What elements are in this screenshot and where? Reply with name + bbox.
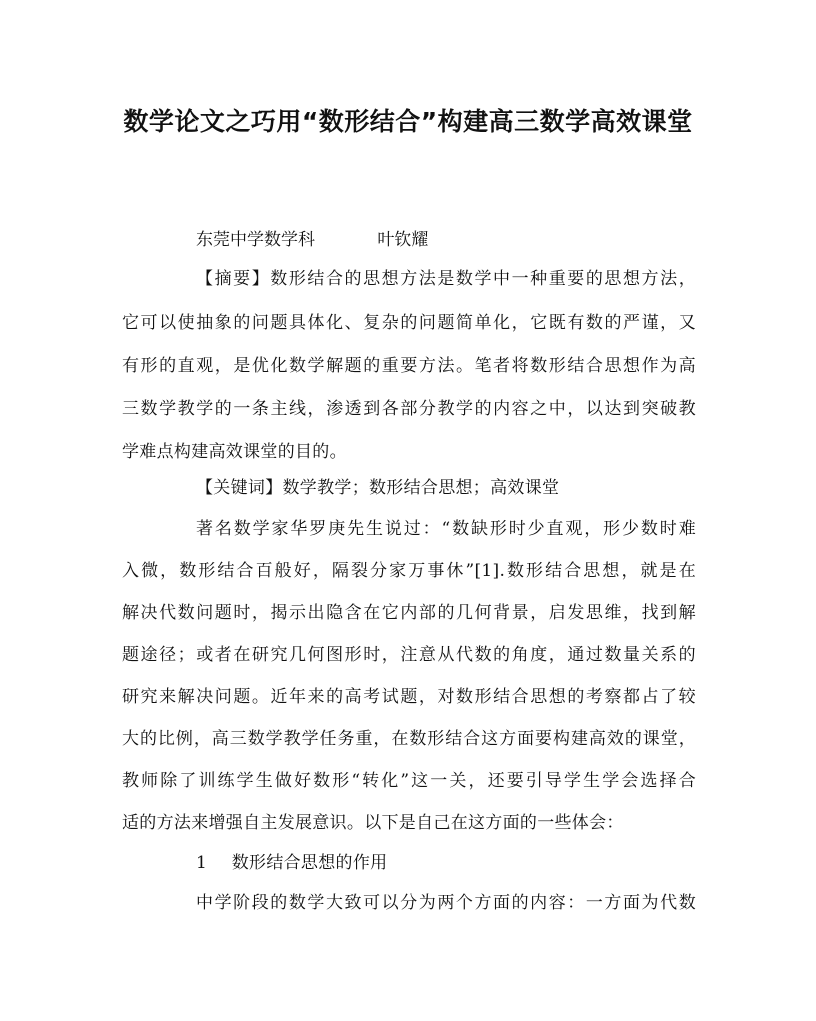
section-title: 数形结合思想的作用 (231, 853, 388, 873)
abstract-line: 有形的直观，是优化数学解题的重要方法。笔者将数形结合思想作为高 (122, 356, 696, 376)
document-title: 数学论文之巧用“数形结合”构建高三数学高效课堂 (123, 107, 693, 136)
body-line: 中学阶段的数学大致可以分为两个方面的内容：一方面为代数 (196, 893, 696, 913)
body-line: 题途径；或者在研究几何图形时，注意从代数的角度，通过数量关系的 (122, 645, 696, 665)
body-line: 教师除了训练学生做好数形“转化”这一关，还要引导学生学会选择合 (122, 771, 696, 791)
abstract-line: 【摘要】数形结合的思想方法是数学中一种重要的思想方法， (196, 269, 696, 289)
author-line (196, 227, 428, 253)
abstract-line: 学难点构建高效课堂的目的。 (122, 442, 347, 462)
keywords-line: 【关键词】数学教学；数形结合思想；高效课堂 (196, 478, 560, 498)
author-organization: 东莞中学数学科 (196, 230, 315, 250)
body-line: 解决代数问题时，揭示出隐含在它内部的几何背景，启发思维，找到解 (122, 603, 696, 623)
section-number: 1 (196, 853, 208, 873)
author-name: 叶钦耀 (377, 230, 429, 250)
body-line: 适的方法来增强自主发展意识。以下是自己在这方面的一些体会： (122, 813, 624, 833)
abstract-line: 三数学教学的一条主线，渗透到各部分教学的内容之中，以达到突破教 (122, 399, 696, 419)
abstract-line: 它可以使抽象的问题具体化、复杂的问题简单化，它既有数的严谨，又 (122, 313, 696, 333)
section-heading (196, 850, 387, 876)
body-line: 著名数学家华罗庚先生说过：“数缺形时少直观，形少数时难 (196, 519, 696, 539)
body-line: 研究来解决问题。近年来的高考试题，对数形结合思想的考察都占了较 (122, 687, 696, 707)
body-line: 入微，数形结合百般好，隔裂分家万事休”[1].数形结合思想，就是在 (122, 561, 696, 581)
body-line: 大的比例，高三数学教学任务重，在数形结合这方面要构建高效的课堂， (122, 729, 696, 749)
